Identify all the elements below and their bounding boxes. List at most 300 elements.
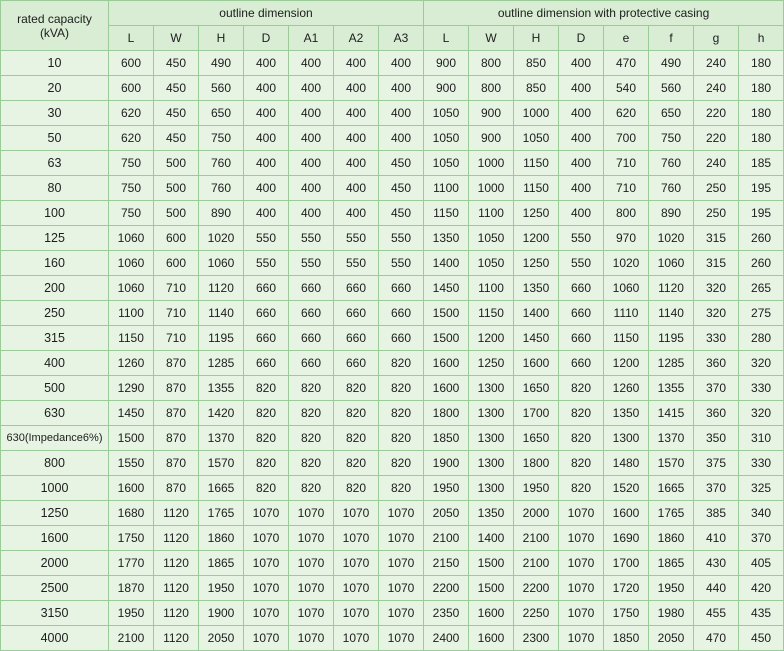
cell-dimension-6: 660 xyxy=(334,276,379,301)
cell-dimension-7: 660 xyxy=(379,301,424,326)
cell-dimension-4: 660 xyxy=(244,276,289,301)
cell-dimension-14: 350 xyxy=(694,426,739,451)
cell-dimension-12: 1690 xyxy=(604,526,649,551)
cell-dimension-6: 820 xyxy=(334,376,379,401)
table-row xyxy=(1,176,784,201)
cell-dimension-3: 1900 xyxy=(199,601,244,626)
cell-dimension-13: 1195 xyxy=(649,326,694,351)
cell-dimension-1: 620 xyxy=(109,101,154,126)
cell-dimension-3: 1355 xyxy=(199,376,244,401)
cell-dimension-7: 450 xyxy=(379,201,424,226)
cell-dimension-5: 400 xyxy=(289,201,334,226)
cell-dimension-2: 500 xyxy=(154,151,199,176)
cell-dimension-6: 400 xyxy=(334,101,379,126)
cell-dimension-12: 1300 xyxy=(604,426,649,451)
cell-dimension-12: 710 xyxy=(604,151,649,176)
cell-dimension-7: 820 xyxy=(379,451,424,476)
table-row xyxy=(1,201,784,226)
cell-dimension-6: 1070 xyxy=(334,626,379,651)
cell-dimension-7: 550 xyxy=(379,251,424,276)
cell-dimension-5: 1070 xyxy=(289,601,334,626)
cell-dimension-11: 1070 xyxy=(559,576,604,601)
cell-dimension-1: 1060 xyxy=(109,251,154,276)
cell-dimension-3: 1140 xyxy=(199,301,244,326)
cell-dimension-8: 1850 xyxy=(424,426,469,451)
cell-dimension-5: 400 xyxy=(289,76,334,101)
cell-rated-capacity: 125 xyxy=(1,226,109,251)
cell-dimension-13: 2050 xyxy=(649,626,694,651)
cell-dimension-1: 1550 xyxy=(109,451,154,476)
cell-dimension-10: 1200 xyxy=(514,226,559,251)
cell-dimension-1: 1450 xyxy=(109,401,154,426)
cell-dimension-13: 1060 xyxy=(649,251,694,276)
cell-dimension-11: 400 xyxy=(559,151,604,176)
cell-dimension-8: 900 xyxy=(424,76,469,101)
cell-dimension-14: 220 xyxy=(694,101,739,126)
cell-rated-capacity: 200 xyxy=(1,276,109,301)
cell-dimension-11: 660 xyxy=(559,301,604,326)
cell-dimension-13: 750 xyxy=(649,126,694,151)
cell-dimension-3: 1865 xyxy=(199,551,244,576)
cell-dimension-10: 1450 xyxy=(514,326,559,351)
cell-dimension-6: 820 xyxy=(334,476,379,501)
col-header-g1-a1: A1 xyxy=(289,26,334,51)
cell-dimension-11: 660 xyxy=(559,351,604,376)
cell-dimension-2: 870 xyxy=(154,476,199,501)
cell-dimension-5: 1070 xyxy=(289,576,334,601)
cell-dimension-10: 1150 xyxy=(514,151,559,176)
cell-dimension-10: 2300 xyxy=(514,626,559,651)
cell-dimension-12: 540 xyxy=(604,76,649,101)
column-header-row xyxy=(1,26,784,51)
group-header-outline-dimension-casing: outline dimension with protective casing xyxy=(424,1,784,26)
cell-dimension-7: 820 xyxy=(379,376,424,401)
col-header-g2-h: H xyxy=(514,26,559,51)
cell-dimension-9: 900 xyxy=(469,126,514,151)
cell-dimension-1: 1500 xyxy=(109,426,154,451)
cell-dimension-14: 410 xyxy=(694,526,739,551)
cell-dimension-4: 550 xyxy=(244,251,289,276)
cell-dimension-3: 1950 xyxy=(199,576,244,601)
cell-dimension-11: 400 xyxy=(559,101,604,126)
cell-dimension-15: 330 xyxy=(739,376,784,401)
cell-dimension-14: 315 xyxy=(694,251,739,276)
cell-dimension-7: 450 xyxy=(379,151,424,176)
cell-dimension-6: 400 xyxy=(334,176,379,201)
cell-dimension-8: 1600 xyxy=(424,376,469,401)
cell-dimension-11: 820 xyxy=(559,451,604,476)
cell-dimension-12: 1110 xyxy=(604,301,649,326)
cell-dimension-4: 1070 xyxy=(244,501,289,526)
cell-dimension-15: 310 xyxy=(739,426,784,451)
cell-dimension-1: 1100 xyxy=(109,301,154,326)
cell-dimension-12: 970 xyxy=(604,226,649,251)
table-row xyxy=(1,51,784,76)
cell-rated-capacity: 315 xyxy=(1,326,109,351)
cell-dimension-15: 330 xyxy=(739,451,784,476)
table-row xyxy=(1,376,784,401)
cell-dimension-10: 1650 xyxy=(514,376,559,401)
cell-dimension-7: 1070 xyxy=(379,601,424,626)
cell-dimension-7: 1070 xyxy=(379,626,424,651)
col-header-g1-a2: A2 xyxy=(334,26,379,51)
cell-dimension-2: 450 xyxy=(154,51,199,76)
cell-dimension-4: 400 xyxy=(244,101,289,126)
cell-dimension-13: 1980 xyxy=(649,601,694,626)
cell-dimension-10: 2000 xyxy=(514,501,559,526)
cell-dimension-5: 550 xyxy=(289,226,334,251)
cell-rated-capacity: 1000 xyxy=(1,476,109,501)
cell-dimension-4: 400 xyxy=(244,151,289,176)
cell-dimension-15: 320 xyxy=(739,351,784,376)
cell-dimension-6: 660 xyxy=(334,301,379,326)
cell-dimension-8: 2200 xyxy=(424,576,469,601)
cell-dimension-11: 400 xyxy=(559,51,604,76)
cell-dimension-9: 1300 xyxy=(469,451,514,476)
cell-dimension-8: 1050 xyxy=(424,101,469,126)
cell-dimension-2: 710 xyxy=(154,276,199,301)
cell-dimension-10: 1950 xyxy=(514,476,559,501)
cell-rated-capacity: 20 xyxy=(1,76,109,101)
cell-dimension-10: 2100 xyxy=(514,526,559,551)
cell-dimension-8: 1600 xyxy=(424,351,469,376)
cell-dimension-6: 1070 xyxy=(334,501,379,526)
cell-dimension-14: 220 xyxy=(694,126,739,151)
cell-dimension-13: 890 xyxy=(649,201,694,226)
cell-dimension-3: 1665 xyxy=(199,476,244,501)
cell-dimension-8: 2100 xyxy=(424,526,469,551)
cell-dimension-15: 185 xyxy=(739,151,784,176)
cell-dimension-9: 1300 xyxy=(469,376,514,401)
cell-dimension-12: 1260 xyxy=(604,376,649,401)
cell-dimension-2: 1120 xyxy=(154,501,199,526)
cell-dimension-15: 320 xyxy=(739,401,784,426)
cell-dimension-13: 1120 xyxy=(649,276,694,301)
cell-dimension-14: 455 xyxy=(694,601,739,626)
cell-dimension-12: 1600 xyxy=(604,501,649,526)
table-row xyxy=(1,301,784,326)
cell-dimension-6: 1070 xyxy=(334,601,379,626)
cell-dimension-5: 820 xyxy=(289,401,334,426)
cell-dimension-14: 360 xyxy=(694,401,739,426)
cell-dimension-10: 1600 xyxy=(514,351,559,376)
cell-dimension-2: 500 xyxy=(154,176,199,201)
cell-dimension-14: 370 xyxy=(694,476,739,501)
cell-dimension-4: 400 xyxy=(244,176,289,201)
cell-dimension-7: 450 xyxy=(379,176,424,201)
cell-dimension-2: 1120 xyxy=(154,551,199,576)
cell-dimension-3: 1860 xyxy=(199,526,244,551)
cell-dimension-4: 400 xyxy=(244,51,289,76)
cell-dimension-15: 420 xyxy=(739,576,784,601)
cell-dimension-14: 470 xyxy=(694,626,739,651)
cell-dimension-9: 1000 xyxy=(469,151,514,176)
cell-dimension-14: 320 xyxy=(694,276,739,301)
cell-dimension-12: 470 xyxy=(604,51,649,76)
cell-dimension-4: 1070 xyxy=(244,551,289,576)
cell-dimension-5: 820 xyxy=(289,376,334,401)
cell-dimension-8: 900 xyxy=(424,51,469,76)
cell-dimension-1: 1750 xyxy=(109,526,154,551)
group-header-row xyxy=(1,1,784,26)
cell-dimension-5: 400 xyxy=(289,51,334,76)
cell-dimension-11: 660 xyxy=(559,326,604,351)
table-row xyxy=(1,126,784,151)
cell-dimension-1: 2100 xyxy=(109,626,154,651)
table-row xyxy=(1,601,784,626)
cell-dimension-14: 370 xyxy=(694,376,739,401)
cell-dimension-2: 870 xyxy=(154,401,199,426)
cell-dimension-3: 1420 xyxy=(199,401,244,426)
cell-rated-capacity: 500 xyxy=(1,376,109,401)
cell-dimension-9: 800 xyxy=(469,51,514,76)
cell-dimension-3: 1020 xyxy=(199,226,244,251)
cell-dimension-8: 1900 xyxy=(424,451,469,476)
cell-dimension-2: 600 xyxy=(154,251,199,276)
cell-dimension-13: 1665 xyxy=(649,476,694,501)
cell-dimension-2: 1120 xyxy=(154,601,199,626)
col-header-g2-l: L xyxy=(424,26,469,51)
cell-rated-capacity: 63 xyxy=(1,151,109,176)
cell-rated-capacity: 100 xyxy=(1,201,109,226)
cell-rated-capacity: 50 xyxy=(1,126,109,151)
cell-dimension-11: 400 xyxy=(559,76,604,101)
capacity-header-line1: rated capacity xyxy=(17,11,92,26)
cell-dimension-4: 1070 xyxy=(244,526,289,551)
cell-dimension-4: 820 xyxy=(244,426,289,451)
cell-dimension-2: 870 xyxy=(154,451,199,476)
cell-dimension-12: 1200 xyxy=(604,351,649,376)
cell-dimension-12: 1750 xyxy=(604,601,649,626)
cell-dimension-14: 330 xyxy=(694,326,739,351)
cell-dimension-12: 1480 xyxy=(604,451,649,476)
cell-dimension-15: 370 xyxy=(739,526,784,551)
cell-dimension-9: 900 xyxy=(469,101,514,126)
cell-dimension-11: 1070 xyxy=(559,601,604,626)
cell-dimension-15: 450 xyxy=(739,626,784,651)
cell-dimension-9: 1600 xyxy=(469,626,514,651)
cell-dimension-12: 800 xyxy=(604,201,649,226)
cell-dimension-7: 1070 xyxy=(379,576,424,601)
table-row xyxy=(1,401,784,426)
cell-dimension-9: 1150 xyxy=(469,301,514,326)
cell-dimension-1: 600 xyxy=(109,51,154,76)
cell-dimension-1: 1060 xyxy=(109,276,154,301)
cell-dimension-8: 1500 xyxy=(424,301,469,326)
cell-dimension-8: 2400 xyxy=(424,626,469,651)
cell-dimension-15: 405 xyxy=(739,551,784,576)
cell-dimension-1: 1600 xyxy=(109,476,154,501)
cell-dimension-10: 1250 xyxy=(514,251,559,276)
cell-dimension-3: 1120 xyxy=(199,276,244,301)
cell-dimension-11: 820 xyxy=(559,476,604,501)
cell-dimension-2: 1120 xyxy=(154,626,199,651)
cell-dimension-3: 1285 xyxy=(199,351,244,376)
cell-dimension-10: 1650 xyxy=(514,426,559,451)
cell-dimension-4: 1070 xyxy=(244,576,289,601)
cell-dimension-13: 1865 xyxy=(649,551,694,576)
cell-dimension-14: 240 xyxy=(694,76,739,101)
cell-rated-capacity: 1600 xyxy=(1,526,109,551)
table-row xyxy=(1,626,784,651)
cell-dimension-11: 1070 xyxy=(559,626,604,651)
cell-dimension-12: 1850 xyxy=(604,626,649,651)
cell-dimension-3: 760 xyxy=(199,176,244,201)
cell-dimension-13: 560 xyxy=(649,76,694,101)
cell-dimension-6: 400 xyxy=(334,151,379,176)
cell-dimension-5: 550 xyxy=(289,251,334,276)
cell-dimension-15: 275 xyxy=(739,301,784,326)
cell-dimension-9: 1050 xyxy=(469,251,514,276)
cell-dimension-7: 1070 xyxy=(379,526,424,551)
cell-dimension-3: 760 xyxy=(199,151,244,176)
cell-dimension-8: 1050 xyxy=(424,126,469,151)
cell-dimension-8: 1100 xyxy=(424,176,469,201)
table-row xyxy=(1,501,784,526)
cell-dimension-4: 400 xyxy=(244,201,289,226)
cell-dimension-3: 560 xyxy=(199,76,244,101)
cell-dimension-15: 260 xyxy=(739,226,784,251)
cell-dimension-15: 435 xyxy=(739,601,784,626)
cell-dimension-15: 265 xyxy=(739,276,784,301)
cell-dimension-3: 490 xyxy=(199,51,244,76)
cell-dimension-1: 620 xyxy=(109,126,154,151)
cell-dimension-12: 1350 xyxy=(604,401,649,426)
col-header-g1-a3: A3 xyxy=(379,26,424,51)
cell-dimension-1: 1150 xyxy=(109,326,154,351)
cell-dimension-15: 180 xyxy=(739,101,784,126)
cell-dimension-14: 315 xyxy=(694,226,739,251)
cell-dimension-4: 1070 xyxy=(244,601,289,626)
cell-dimension-7: 1070 xyxy=(379,501,424,526)
cell-dimension-11: 550 xyxy=(559,251,604,276)
cell-dimension-9: 1250 xyxy=(469,351,514,376)
cell-dimension-13: 760 xyxy=(649,151,694,176)
cell-dimension-10: 1700 xyxy=(514,401,559,426)
cell-dimension-13: 1355 xyxy=(649,376,694,401)
cell-dimension-7: 660 xyxy=(379,276,424,301)
cell-dimension-5: 1070 xyxy=(289,526,334,551)
cell-dimension-10: 1050 xyxy=(514,126,559,151)
cell-dimension-13: 1415 xyxy=(649,401,694,426)
cell-dimension-8: 1350 xyxy=(424,226,469,251)
cell-dimension-5: 660 xyxy=(289,351,334,376)
cell-dimension-5: 1070 xyxy=(289,551,334,576)
cell-dimension-1: 600 xyxy=(109,76,154,101)
cell-rated-capacity: 4000 xyxy=(1,626,109,651)
cell-dimension-11: 820 xyxy=(559,426,604,451)
cell-dimension-9: 1100 xyxy=(469,276,514,301)
cell-dimension-6: 820 xyxy=(334,401,379,426)
cell-rated-capacity: 1250 xyxy=(1,501,109,526)
cell-dimension-10: 1400 xyxy=(514,301,559,326)
cell-dimension-10: 1000 xyxy=(514,101,559,126)
cell-rated-capacity: 3150 xyxy=(1,601,109,626)
cell-dimension-9: 1500 xyxy=(469,551,514,576)
table-row xyxy=(1,476,784,501)
cell-dimension-10: 1250 xyxy=(514,201,559,226)
cell-dimension-11: 550 xyxy=(559,226,604,251)
cell-dimension-8: 2350 xyxy=(424,601,469,626)
cell-dimension-14: 250 xyxy=(694,176,739,201)
cell-dimension-6: 550 xyxy=(334,251,379,276)
cell-dimension-7: 1070 xyxy=(379,551,424,576)
cell-dimension-9: 1350 xyxy=(469,501,514,526)
cell-dimension-2: 450 xyxy=(154,126,199,151)
cell-dimension-2: 1120 xyxy=(154,576,199,601)
cell-dimension-11: 400 xyxy=(559,201,604,226)
cell-dimension-2: 710 xyxy=(154,326,199,351)
cell-rated-capacity: 630(Impedance6%) xyxy=(1,426,109,451)
table-row xyxy=(1,351,784,376)
cell-dimension-12: 1020 xyxy=(604,251,649,276)
col-header-g1-w: W xyxy=(154,26,199,51)
cell-dimension-7: 820 xyxy=(379,351,424,376)
cell-dimension-9: 1000 xyxy=(469,176,514,201)
cell-dimension-12: 620 xyxy=(604,101,649,126)
cell-dimension-6: 550 xyxy=(334,226,379,251)
cell-dimension-10: 850 xyxy=(514,51,559,76)
cell-dimension-11: 820 xyxy=(559,376,604,401)
cell-dimension-6: 820 xyxy=(334,426,379,451)
cell-dimension-14: 430 xyxy=(694,551,739,576)
cell-dimension-15: 180 xyxy=(739,51,784,76)
cell-dimension-1: 1770 xyxy=(109,551,154,576)
cell-dimension-6: 660 xyxy=(334,326,379,351)
table-row xyxy=(1,226,784,251)
cell-dimension-3: 1060 xyxy=(199,251,244,276)
cell-dimension-14: 320 xyxy=(694,301,739,326)
cell-dimension-10: 1350 xyxy=(514,276,559,301)
cell-rated-capacity: 250 xyxy=(1,301,109,326)
cell-dimension-5: 660 xyxy=(289,301,334,326)
cell-dimension-13: 1285 xyxy=(649,351,694,376)
cell-rated-capacity: 2500 xyxy=(1,576,109,601)
cell-dimension-6: 400 xyxy=(334,51,379,76)
cell-dimension-4: 820 xyxy=(244,476,289,501)
cell-dimension-2: 870 xyxy=(154,376,199,401)
cell-dimension-11: 1070 xyxy=(559,501,604,526)
col-header-g2-e: e xyxy=(604,26,649,51)
cell-dimension-5: 820 xyxy=(289,476,334,501)
cell-dimension-9: 1100 xyxy=(469,201,514,226)
cell-dimension-3: 890 xyxy=(199,201,244,226)
cell-dimension-8: 1150 xyxy=(424,201,469,226)
cell-dimension-14: 240 xyxy=(694,151,739,176)
table-head xyxy=(1,1,784,51)
table-row xyxy=(1,101,784,126)
col-header-g2-f: f xyxy=(649,26,694,51)
table-row xyxy=(1,276,784,301)
cell-dimension-3: 1570 xyxy=(199,451,244,476)
cell-dimension-12: 1060 xyxy=(604,276,649,301)
cell-dimension-9: 1300 xyxy=(469,401,514,426)
table-body xyxy=(1,51,784,651)
col-header-g1-l: L xyxy=(109,26,154,51)
cell-dimension-10: 1800 xyxy=(514,451,559,476)
table-row xyxy=(1,451,784,476)
cell-dimension-7: 660 xyxy=(379,326,424,351)
cell-dimension-9: 1600 xyxy=(469,601,514,626)
cell-rated-capacity: 800 xyxy=(1,451,109,476)
cell-dimension-14: 360 xyxy=(694,351,739,376)
cell-dimension-3: 1195 xyxy=(199,326,244,351)
cell-dimension-5: 400 xyxy=(289,101,334,126)
cell-dimension-6: 400 xyxy=(334,76,379,101)
col-header-g1-d: D xyxy=(244,26,289,51)
cell-dimension-7: 400 xyxy=(379,126,424,151)
col-header-g2-h2: h xyxy=(739,26,784,51)
